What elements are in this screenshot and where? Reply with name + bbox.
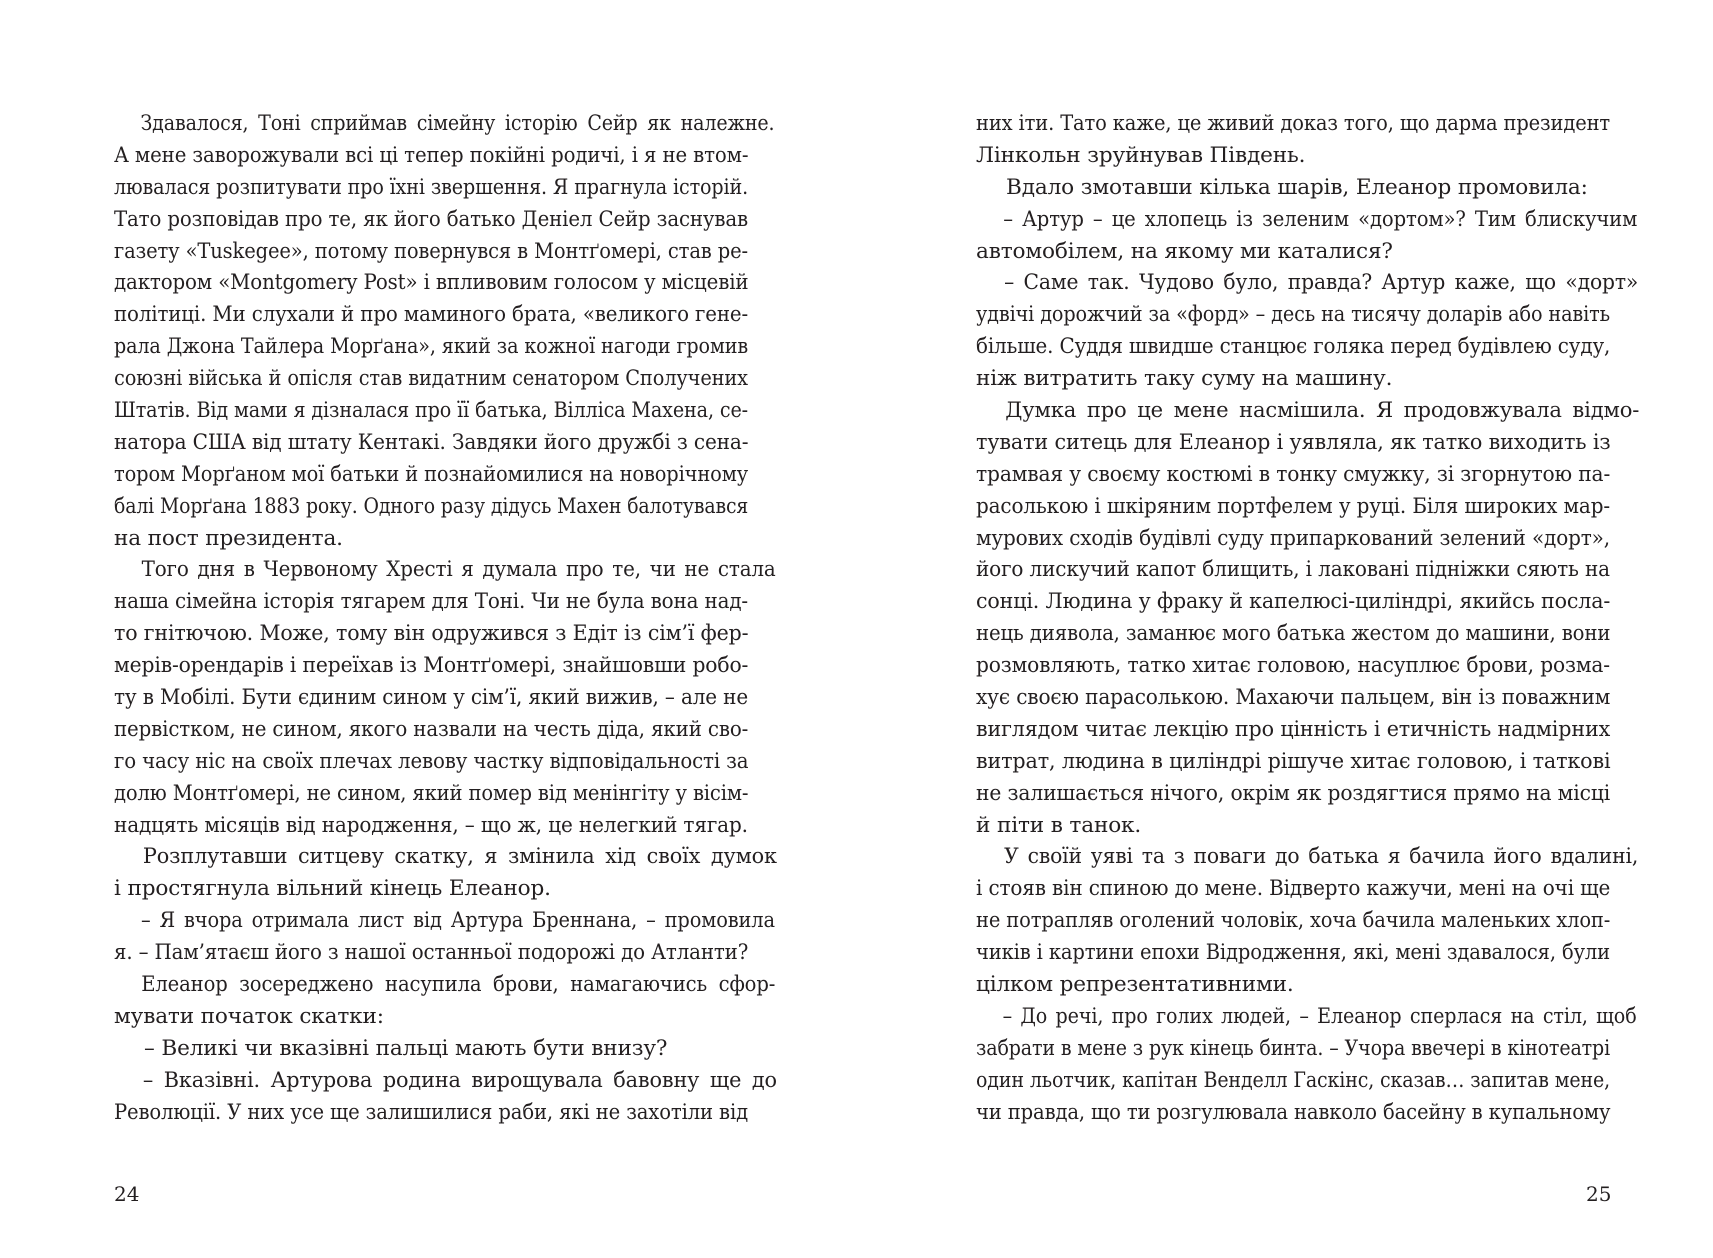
text-line: і стояв він спиною до мене. Відверто кажучи, мені на очі ще	[976, 876, 1611, 902]
text-line: дактором «Montgomery Post» і впливовим голосом у місцевій	[114, 270, 749, 296]
text-line: політиці. Ми слухали й про маминого брата, «великого гене-	[114, 302, 749, 328]
text-line: долю Монтґомері, не сином, який помер від менінгіту у вісім-	[114, 780, 749, 806]
text-line: Здавалося, Тоні сприймав сімейну історію Сейр як належне.	[140, 111, 775, 136]
text-line: сонці. Людина у фраку й капелюсі-циліндрі, якийсь посла-	[976, 589, 1611, 615]
text-line: У своїй уяві та з поваги до батька я бачила його вдалині,	[1004, 844, 1639, 870]
text-line: один льотчик, капітан Венделл Гаскінс, сказав… запитав мене,	[976, 1067, 1610, 1093]
text-line: його лискучий капот блищить, і лаковані підніжки сяють на	[976, 557, 1610, 583]
text-line: мерів-орендарів і переїхав із Монтґомері, знайшовши робо-	[114, 653, 749, 679]
text-line: хує своєю парасолькою. Махаючи пальцем, він із поважним	[976, 685, 1611, 711]
text-line: чиків і картини епохи Відродження, які, мені здавалося, були	[976, 940, 1611, 966]
text-line: – Я вчора отримала лист від Артура Бреннана, – промовила	[140, 908, 775, 934]
text-line: цілком репрезентативними.	[976, 972, 1294, 998]
text-line: розмовляють, татко хитає головою, насуплює брови, розма-	[976, 653, 1610, 679]
text-line: – Великі чи вказівні пальці мають бути внизу?	[144, 1035, 668, 1061]
text-line: виглядом читає лекцію про цінність і етичність надмірних	[976, 716, 1611, 742]
text-line: витрат, людина в циліндрі рішуче хитає головою, і таткові	[976, 748, 1611, 774]
text-line: мурових сходів будівлі суду припаркований зелений «дорт»,	[976, 525, 1610, 551]
text-line: Тато розповідав про те, як його батько Деніел Сейр заснував	[114, 206, 749, 232]
text-line: рала Джона Тайлера Морґана», який за кожної нагоди громив	[114, 334, 748, 360]
left-page	[0, 0, 856, 1258]
text-line: ту в Мобілі. Бути єдиним сином у сім’ї, який вижив, – але не	[114, 685, 749, 711]
text-line: то гнітючою. Може, тому він одружився з Едіт із сім’ї фер-	[114, 621, 749, 647]
text-line: удвічі дорожчий за «форд» – десь на тисячу доларів або навіть	[976, 302, 1610, 328]
text-line: натора США від штату Кентакі. Завдяки його дружбі з сена-	[114, 429, 749, 455]
text-line: забрати в мене з рук кінець бинта. – Учора ввечері в кінотеатрі	[976, 1035, 1611, 1061]
text-line: тувати ситець для Елеанор і уявляла, як татко виходить із	[976, 429, 1611, 455]
text-line: – Вказівні. Артурова родина вирощувала бавовну ще до	[142, 1067, 777, 1093]
text-line: й піти в танок.	[976, 812, 1142, 838]
text-line: расолькою і шкіряним портфелем у руці. Біля широких мар-	[976, 493, 1610, 519]
left-page-number: 24	[114, 1182, 140, 1206]
right-page	[856, 0, 1713, 1258]
text-line: Вдало змотавши кілька шарів, Елеанор промовила:	[1006, 174, 1588, 200]
text-line: го часу ніс на своїх плечах левову частку відповідальності за	[114, 748, 749, 774]
text-line: ніж витратить таку суму на машину.	[976, 366, 1393, 392]
text-line: Лінкольн зруйнував Південь.	[976, 142, 1306, 168]
text-line: чи правда, що ти розгулювала навколо басейну в купальному	[976, 1099, 1611, 1125]
text-line: більше. Суддя швидше станцює голяка перед будівлею суду,	[976, 334, 1611, 360]
text-line: А мене заворожували всі ці тепер покійні родичі, і я не втом-	[114, 142, 749, 168]
text-line: і простягнула вільний кінець Елеанор.	[114, 876, 551, 902]
text-line: надцять місяців від народження, – що ж, це нелегкий тягар.	[114, 812, 748, 838]
text-line: первістком, не сином, якого назвали на честь діда, який сво-	[114, 716, 749, 742]
right-page-text	[976, 108, 1640, 1129]
text-line: автомобілем, на якому ми каталися?	[976, 238, 1393, 264]
text-line: Елеанор зосереджено насупила брови, намагаючись сфор-	[141, 972, 776, 998]
text-line: я. – Пам’ятаєш його з нашої останньої подорожі до Атланти?	[114, 940, 749, 966]
text-line: тором Морґаном мої батьки й познайомилися на новорічному	[114, 461, 749, 487]
left-page-text	[114, 108, 777, 1129]
text-line: – До речі, про голих людей, – Елеанор сперлася на стіл, щоб	[1002, 1003, 1637, 1029]
text-line: газету «Tuskegee», потому повернувся в Монтґомері, став ре-	[114, 238, 748, 264]
text-line: лювалася розпитувати про їхні звершення. Я прагнула історій.	[114, 174, 749, 200]
text-line: трамвая у своєму костюмі в тонку смужку, зі згорнутою па-	[976, 461, 1611, 487]
text-line: Революції. У них усе ще залишилися раби, які не захотіли від	[114, 1099, 748, 1125]
text-line: нець диявола, заманює мого батька жестом до машини, вони	[976, 621, 1611, 647]
text-line: Розплутавши ситцеву скатку, я змінила хід своїх думок	[142, 844, 777, 870]
text-line: союзні війська й опісля став видатним сенатором Сполучених	[114, 366, 748, 392]
text-line: Думка про це мене насмішила. Я продовжувала відмо-	[1005, 398, 1640, 424]
text-line: наша сімейна історія тягарем для Тоні. Чи не була вона над-	[114, 589, 749, 615]
text-line: не залишається нічого, окрім як роздягтися прямо на місці	[976, 780, 1611, 806]
text-line: – Саме так. Чудово було, правда? Артур каже, що «дорт»	[1004, 270, 1639, 296]
text-line: них іти. Тато каже, це живий доказ того, що дарма президент	[976, 111, 1611, 136]
right-page-number: 25	[1586, 1182, 1612, 1206]
text-line: Того дня в Червоному Хресті я думала про те, чи не стала	[141, 557, 776, 583]
text-line: балі Морґана 1883 року. Одного разу дідусь Махен балотувався	[114, 493, 749, 519]
text-line: Штатів. Від мами я дізналася про її батька, Вілліса Махена, се-	[114, 398, 748, 424]
text-line: не потрапляв оголений чоловік, хоча бачила маленьких хлоп-	[976, 908, 1611, 934]
text-line: мувати початок скатки:	[114, 1003, 384, 1029]
text-line: на пост президента.	[114, 525, 343, 551]
text-line: – Артур – це хлопець із зеленим «дортом»? Тим блискучим	[1003, 206, 1638, 232]
